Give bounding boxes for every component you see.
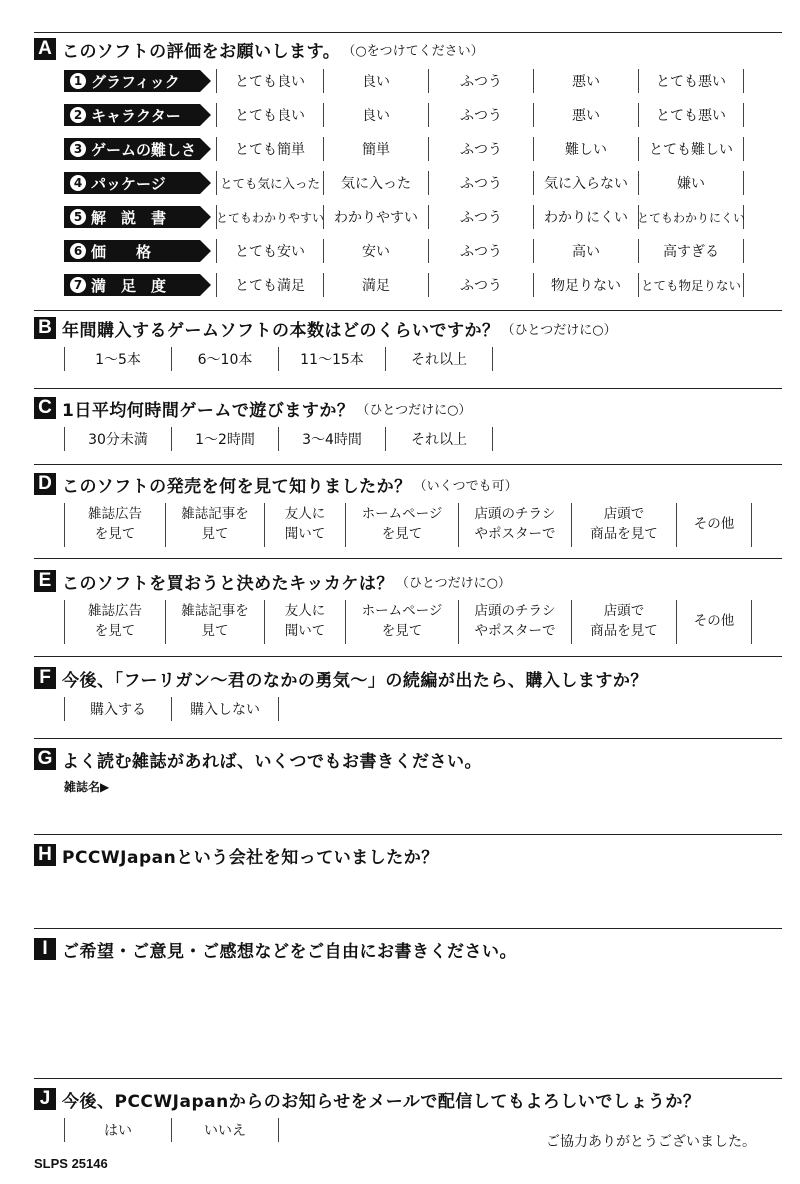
question-f: 今後、「フーリガン〜君のなかの勇気〜」の続編が出たら、購入しますか？ bbox=[62, 670, 648, 691]
section-e bbox=[34, 568, 786, 644]
note-c: （ひとつだけに○） bbox=[356, 402, 472, 418]
rating-option[interactable]: ふつう bbox=[428, 137, 533, 161]
answer-option[interactable]: 1〜2時間 bbox=[171, 427, 278, 451]
answer-option[interactable]: 店頭のチラシ やポスターで bbox=[458, 503, 571, 547]
answer-option[interactable]: 雑誌広告 を見て bbox=[64, 600, 165, 644]
rating-option[interactable]: 高すぎる bbox=[638, 239, 744, 263]
rating-option[interactable]: とても安い bbox=[216, 239, 323, 263]
rating-option[interactable]: とても気に入った bbox=[216, 171, 323, 195]
answer-option[interactable]: 6〜10本 bbox=[171, 347, 278, 371]
answer-option[interactable]: 30分未満 bbox=[64, 427, 171, 451]
rating-option[interactable]: ふつう bbox=[428, 205, 533, 229]
section-b bbox=[34, 315, 786, 371]
number-badge-icon: 4 bbox=[70, 175, 86, 191]
section-letter-h: H bbox=[34, 844, 56, 866]
magazine-name-label: 雑誌名▶ bbox=[64, 780, 110, 794]
answer-option[interactable]: ホームページ を見て bbox=[345, 503, 458, 547]
answer-option[interactable]: 雑誌記事を 見て bbox=[165, 600, 264, 644]
section-f bbox=[34, 665, 786, 721]
section-c bbox=[34, 395, 786, 451]
rating-row-difficulty bbox=[64, 136, 744, 162]
section-letter-j: J bbox=[34, 1088, 56, 1110]
rating-option[interactable]: とても簡単 bbox=[216, 137, 323, 161]
section-a bbox=[34, 36, 786, 62]
rating-option[interactable]: ふつう bbox=[428, 273, 533, 297]
rating-option[interactable]: 気に入らない bbox=[533, 171, 638, 195]
rating-option[interactable]: 良い bbox=[323, 103, 428, 127]
question-b: 年間購入するゲームソフトの本数はどのくらいですか？ bbox=[62, 320, 500, 341]
answer-option[interactable]: 友人に 聞いて bbox=[264, 503, 345, 547]
question-d: このソフトの発売を何を見て知りましたか？ bbox=[62, 476, 412, 497]
rating-option[interactable]: とても良い bbox=[216, 103, 323, 127]
number-badge-icon: 3 bbox=[70, 141, 86, 157]
answer-option[interactable]: 1〜5本 bbox=[64, 347, 171, 371]
rating-option[interactable]: とても満足 bbox=[216, 273, 323, 297]
answer-option[interactable]: 雑誌広告 を見て bbox=[64, 503, 165, 547]
question-h: PCCWJapanという会社を知っていましたか？ bbox=[62, 847, 439, 868]
number-badge-icon: 6 bbox=[70, 243, 86, 259]
rating-label bbox=[64, 274, 200, 296]
section-g bbox=[34, 746, 786, 819]
section-h bbox=[34, 842, 786, 918]
rating-label-text: 解 説 書 bbox=[91, 208, 167, 227]
rating-label bbox=[64, 240, 200, 262]
answer-option[interactable]: それ以上 bbox=[385, 427, 493, 451]
section-letter-d: D bbox=[34, 473, 56, 495]
answer-option[interactable]: 購入する bbox=[64, 697, 171, 721]
rating-option[interactable]: ふつう bbox=[428, 69, 533, 93]
rating-row-manual bbox=[64, 204, 744, 230]
section-letter-f: F bbox=[34, 667, 56, 689]
rating-option[interactable]: わかりやすい bbox=[323, 205, 428, 229]
rating-option[interactable]: ふつう bbox=[428, 171, 533, 195]
rating-option[interactable]: とても難しい bbox=[638, 137, 744, 161]
rating-option[interactable]: 物足りない bbox=[533, 273, 638, 297]
rating-option[interactable]: 安い bbox=[323, 239, 428, 263]
rating-label-text: キャラクター bbox=[91, 106, 181, 125]
answer-option[interactable]: ホームページ を見て bbox=[345, 600, 458, 644]
rating-option[interactable]: とても良い bbox=[216, 69, 323, 93]
rating-label-text: ゲームの難しさ bbox=[91, 140, 197, 159]
answer-option[interactable]: 購入しない bbox=[171, 697, 279, 721]
rating-option[interactable]: 悪い bbox=[533, 103, 638, 127]
answer-option[interactable]: 3〜4時間 bbox=[278, 427, 385, 451]
rating-row-price bbox=[64, 238, 744, 264]
rating-option[interactable]: 高い bbox=[533, 239, 638, 263]
section-letter-g: G bbox=[34, 748, 56, 770]
question-a: このソフトの評価をお願いします。 bbox=[62, 41, 341, 62]
answer-option[interactable]: その他 bbox=[676, 600, 752, 644]
question-e: このソフトを買おうと決めたキッカケは？ bbox=[62, 573, 394, 594]
answer-option[interactable]: 雑誌記事を 見て bbox=[165, 503, 264, 547]
question-g: よく読む雑誌があれば、いくつでもお書きください。 bbox=[62, 751, 482, 772]
rating-option[interactable]: とても物足りない bbox=[638, 273, 744, 297]
rating-option[interactable]: 難しい bbox=[533, 137, 638, 161]
answer-h-field[interactable] bbox=[64, 868, 764, 918]
number-badge-icon: 7 bbox=[70, 277, 86, 293]
rating-option[interactable]: ふつう bbox=[428, 103, 533, 127]
section-d bbox=[34, 471, 786, 547]
section-letter-c: C bbox=[34, 397, 56, 419]
question-i: ご希望・ご意見・ご感想などをご自由にお書きください。 bbox=[62, 941, 517, 962]
answer-option[interactable]: 店頭のチラシ やポスターで bbox=[458, 600, 571, 644]
rating-label bbox=[64, 70, 200, 92]
rating-option[interactable]: とてもわかりにくい bbox=[638, 205, 744, 229]
answer-option[interactable]: その他 bbox=[676, 503, 752, 547]
section-i bbox=[34, 936, 786, 1072]
note-e: （ひとつだけに○） bbox=[395, 575, 511, 591]
answer-option[interactable]: 友人に 聞いて bbox=[264, 600, 345, 644]
thanks-message: ご協力ありがとうございました。 bbox=[546, 1134, 756, 1150]
number-badge-icon: 5 bbox=[70, 209, 86, 225]
rating-option[interactable]: 気に入った bbox=[323, 171, 428, 195]
rating-row-character bbox=[64, 102, 744, 128]
answer-option[interactable]: それ以上 bbox=[385, 347, 493, 371]
rating-label bbox=[64, 172, 200, 194]
answer-option[interactable]: 店頭で 商品を見て bbox=[571, 503, 676, 547]
rating-row-package bbox=[64, 170, 744, 196]
rating-row-graphics bbox=[64, 68, 744, 94]
note-b: （ひとつだけに○） bbox=[501, 322, 617, 338]
rating-label-text: グラフィック bbox=[91, 72, 180, 91]
magazine-name-field[interactable] bbox=[144, 779, 744, 819]
note-a: （○をつけてください） bbox=[342, 43, 484, 59]
section-letter-i: I bbox=[34, 938, 56, 960]
section-letter-a: A bbox=[34, 38, 56, 60]
rating-option[interactable]: とてもわかりやすい bbox=[216, 205, 323, 229]
rating-label-text: 満 足 度 bbox=[91, 276, 167, 295]
rating-option[interactable]: 嫌い bbox=[638, 171, 744, 195]
comments-field[interactable] bbox=[64, 962, 764, 1072]
rating-option[interactable]: とても悪い bbox=[638, 69, 744, 93]
number-badge-icon: 2 bbox=[70, 107, 86, 123]
rating-option[interactable]: 悪い bbox=[533, 69, 638, 93]
section-letter-b: B bbox=[34, 317, 56, 339]
rating-label bbox=[64, 104, 200, 126]
answer-option[interactable]: 11〜15本 bbox=[278, 347, 385, 371]
number-badge-icon: 1 bbox=[70, 73, 86, 89]
answer-option[interactable]: いいえ bbox=[171, 1118, 279, 1142]
rating-row-satisfaction bbox=[64, 272, 744, 298]
product-code: SLPS 25146 bbox=[34, 1156, 108, 1171]
question-j: 今後、PCCWJapanからのお知らせをメールで配信してもよろしいでしょうか？ bbox=[62, 1091, 701, 1112]
rating-option[interactable]: わかりにくい bbox=[533, 205, 638, 229]
rating-label-text: パッケージ bbox=[91, 174, 166, 193]
rating-label-text: 価 格 bbox=[91, 242, 152, 261]
answer-option[interactable]: はい bbox=[64, 1118, 171, 1142]
rating-option[interactable]: 満足 bbox=[323, 273, 428, 297]
rating-option[interactable]: ふつう bbox=[428, 239, 533, 263]
rating-option[interactable]: 簡単 bbox=[323, 137, 428, 161]
rating-option[interactable]: とても悪い bbox=[638, 103, 744, 127]
rating-label bbox=[64, 206, 200, 228]
rating-option[interactable]: 良い bbox=[323, 69, 428, 93]
note-d: （いくつでも可） bbox=[413, 478, 518, 494]
section-letter-e: E bbox=[34, 570, 56, 592]
rating-label bbox=[64, 138, 200, 160]
answer-option[interactable]: 店頭で 商品を見て bbox=[571, 600, 676, 644]
question-c: 1日平均何時間ゲームで遊びますか？ bbox=[62, 400, 355, 421]
